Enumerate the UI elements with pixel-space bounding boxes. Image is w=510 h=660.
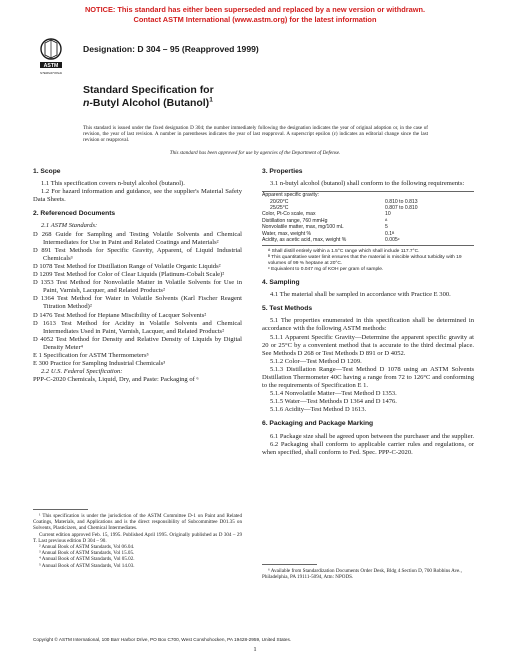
properties-p1: 3.1 n-butyl alcohol (butanol) shall conform to the following requirements: <box>270 180 465 188</box>
footnote: ³ Annual Book of ASTM Standards, Vol 15.05. <box>39 550 135 557</box>
ref-item: D 1364 Test Method for Water in Volatile Solvents (Karl Fischer Reagent Titration Method)² <box>33 295 242 311</box>
scope-p1: 1.1 This specification covers n-butyl alcohol (butanol). <box>41 180 185 188</box>
approval-note: This standard has been approved for use by agencies of the Department of Defense. <box>169 150 341 156</box>
table-row: Color, Pt-Co scale, max 10 <box>262 211 391 218</box>
table-note: ᴬ Shall distill entirely within a 1.5°C range which shall include 117.7°C. <box>268 249 420 255</box>
title-footnote-ref: 1 <box>209 96 213 104</box>
methods-p3: 5.1.2 Color—Test Method D 1209. <box>270 357 362 365</box>
page-number: 1 <box>253 646 257 653</box>
left-column <box>33 168 242 384</box>
ref-item: D 1613 Test Method for Acidity in Volatile Solvents and Chemical Intermediates Used in Paint, Varnish, Lacquer, and Related Products² <box>33 319 242 335</box>
table-row: Apparent specific gravity: <box>262 192 319 199</box>
logo-label: INTERNATIONAL <box>40 71 62 75</box>
properties-heading: 3. Properties <box>262 168 303 175</box>
footnote: ² Annual Book of ASTM Standards, Vol 06.04. <box>39 544 135 551</box>
copyright: Copyright © ASTM International, 100 Barr Harbor Drive, PO Box C700, West Conshohocken, PA 19428-2959, United States. <box>33 637 292 642</box>
designation: Designation: D 304 – 95 (Reapproved 1999) <box>83 44 259 54</box>
scope-heading: 1. Scope <box>33 168 61 175</box>
methods-p7: 5.1.6 Acidity—Test Method D 1613. <box>270 406 367 414</box>
packaging-p1: 6.1 Package size shall be agreed upon between the purchaser and the supplier. <box>270 432 474 440</box>
notice-line-2: Contact ASTM International (www.astm.org) for the latest information <box>133 14 377 24</box>
footnotes <box>33 513 242 569</box>
title-line-1: Standard Specification for <box>83 84 214 96</box>
properties-table <box>262 192 474 243</box>
ref-item: D 1353 Test Method for Nonvolatile Matter in Volatile Solvents for Use in Paint, Varnish, Lacquer, and Related Products² <box>33 279 242 295</box>
properties-notes <box>262 249 474 273</box>
scope-p2: 1.2 For hazard information and guidance, see the supplier's Material Safety Data Sheets. <box>33 188 242 204</box>
notice-line-1: NOTICE: This standard has either been superseded and replaced by a new version or withdrawn. <box>84 5 426 14</box>
issue-note: This standard is issued under the fixed designation D 304; the number immediately following the designation indicates the year of original adoption or, in the case of revision, the year of last revision. A number in parentheses indicates the year of last reapproval. A superscript epsilon (ε) indicates an editorial change since the last revision or reapproval. <box>83 125 428 144</box>
methods-p2: 5.1.1 Apparent Specific Gravity—Determine the apparent specific gravity at 20 or 25°C by a convenient method that is accurate to the third decimal place. See Methods D 268 or Test Methods D 891 or D 4052. <box>262 333 474 357</box>
astm-logo-icon <box>40 37 62 77</box>
methods-p4: 5.1.3 Distillation Range—Test Method D 1078 using an ASTM Solvents Distillation Thermometer 40C having a range from 72 to 126°C and conforming to the requirements of Specification E 1. <box>262 365 474 390</box>
ref-item: D 891 Test Methods for Specific Gravity, Apparent, of Liquid Industrial Chemicals³ <box>33 246 242 262</box>
methods-heading: 5. Test Methods <box>262 305 313 313</box>
table-row: Nonvolatile matter, max, mg/100 mL 5 <box>262 224 388 231</box>
packaging-p2: 6.2 Packaging shall conform to applicable carrier rules and regulations, or when specified, shall conform to Fed. Spec. PPP-C-2020. <box>262 440 474 456</box>
footnote: ⁵ Annual Book of ASTM Standards, Vol 14.03. <box>39 562 135 569</box>
title-line-2 <box>83 97 213 109</box>
table-row: 25/25°C 0.807 to 0.810 <box>270 205 418 211</box>
ref-item: D 1476 Test Method for Heptane Miscibility of Lacquer Solvents² <box>33 311 207 319</box>
table-row: Acidity, as acetic acid, max, weight % 0.005ᶜ <box>262 237 400 244</box>
logo-text: ASTM <box>43 63 59 70</box>
packaging-heading: 6. Packaging and Package Marking <box>262 420 374 428</box>
refs-heading: 2. Referenced Documents <box>33 210 116 218</box>
astm-standards-heading: 2.1 ASTM Standards: <box>41 222 98 230</box>
methods-p6: 5.1.5 Water—Test Methods D 1364 and D 1476. <box>270 398 397 406</box>
ref-item: D 268 Guide for Sampling and Testing Volatile Solvents and Chemical Intermediates for Use in Paint and Related Coatings and Materials² <box>33 230 242 246</box>
federal-spec-heading: 2.2 U.S. Federal Specification: <box>41 368 123 376</box>
sampling-p1: 4.1 The material shall be sampled in accordance with Practice E 300. <box>270 291 451 299</box>
footnote-divider <box>33 509 88 510</box>
table-note: ᴮ This quantitative water limit ensures that the material is miscible without turbidity with 19 volumes of 99 % heptane at 20°C. <box>268 255 462 267</box>
withdrawal-notice <box>0 5 510 24</box>
ref-item: D 1078 Test Method for Distillation Range of Volatile Organic Liquids² <box>33 262 221 270</box>
table-note: ᶜ Equivalent to 0.047 mg of KOH per gram of sample. <box>268 267 384 273</box>
table-row: Distillation range, 760 mmHg ᴬ <box>262 217 388 224</box>
footnote: Current edition approved Feb. 15, 1995. Published April 1995. Originally published as D 304 – 29 T. Last previous edition D 304 – 90. <box>33 531 242 544</box>
title-rest: -Butyl Alcohol (Butanol) <box>89 97 210 109</box>
footnote-6: ⁶ Available from Standardization Documents Order Desk, Bldg 4 Section D, 700 Robbins Ave., Philadelphia, PA 19111-5094, Attn: NPODS. <box>262 568 462 581</box>
table-row: 20/20°C 0.810 to 0.813 <box>270 198 418 205</box>
ref-item: D 1209 Test Method for Color of Clear Liquids (Platinum-Cobalt Scale)² <box>33 271 225 279</box>
methods-p1: 5.1 The properties enumerated in this specification shall be determined in accordance with the following ASTM methods: <box>262 317 474 333</box>
ref-item: D 4052 Test Method for Density and Relative Density of Liquids by Digital Density Meter⁴ <box>33 335 242 351</box>
title-italic-n: n <box>83 97 90 109</box>
table-row: Water, max, weight % 0.1ᴮ <box>262 230 395 237</box>
methods-p5: 5.1.4 Nonvolatile Matter—Test Method D 1353. <box>270 390 397 398</box>
federal-spec-item: PPP-C-2020 Chemicals, Liquid, Dry, and Paste: Packaging of ⁶ <box>33 376 199 384</box>
ref-item: E 300 Practice for Sampling Industrial Chemicals³ <box>33 360 166 368</box>
sampling-heading: 4. Sampling <box>262 279 300 287</box>
footnote: ¹ This specification is under the jurisdiction of the ASTM Committee D-1 on Paint and Related Coatings, Materials, and Applications and is the direct responsibility of Subcommittee D01.35 on Solvents, Plasticizers, and Chemical Intermediates. <box>33 513 242 532</box>
right-column <box>262 168 474 457</box>
footnote-divider <box>262 564 317 565</box>
footnote: ⁴ Annual Book of ASTM Standards, Vol 05.02. <box>39 556 135 563</box>
ref-item: E 1 Specification for ASTM Thermometers⁵ <box>33 351 149 359</box>
